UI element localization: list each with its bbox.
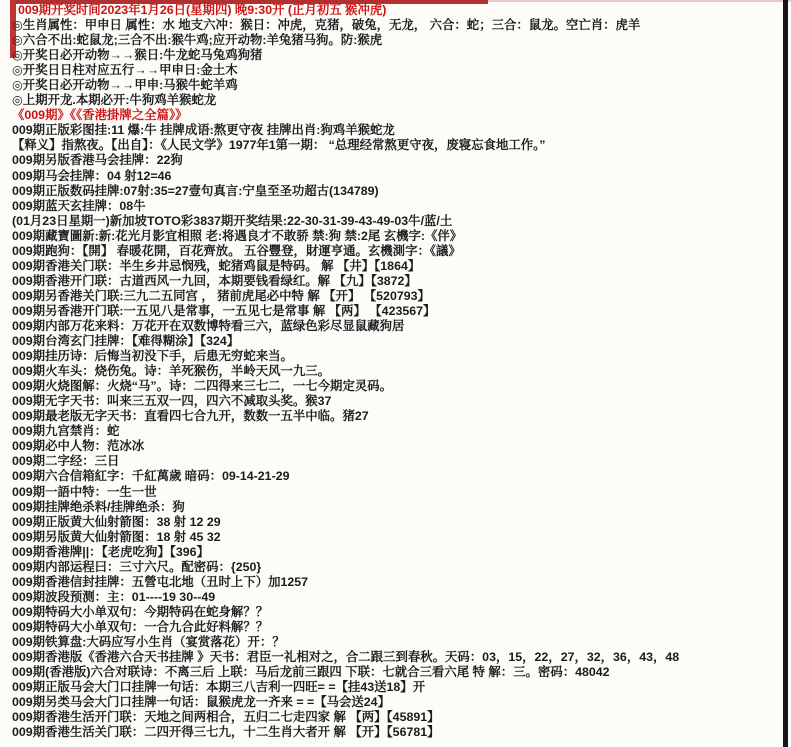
- chart-kill-line: 009期挂牌绝杀料/挂牌绝杀：狗: [12, 499, 185, 514]
- treasure-map-line: 009期藏寶圖新:新:花光月影宜相照 老:将遇良才不敢骄 禁:狗 禁:2尾 玄機字:《伴》: [12, 228, 463, 243]
- scan-edge-bar: [783, 0, 788, 747]
- section-title-line: 《009期》《《香港掛牌之全篇》》: [12, 108, 188, 123]
- top-faint-border: [488, 0, 791, 2]
- alt-hk-opening-couplet-line: 009期另香港开门联:一五见八是常事，一五见七是常事 解 【两】 【423567】: [12, 303, 436, 318]
- must-open-animals-line-1: ◎开奖日必开动物→→猴日:牛龙蛇马兔鸡狗猪: [12, 48, 263, 63]
- text-content: [12, 3, 781, 740]
- nine-palace-forbidden-line: 009期九宫禁肖：蛇: [12, 424, 120, 439]
- hk-life-closing-couplet-line: 009期香港生活关门联：二四开得三七九，十二生肖大者开 解 【开】【56781】: [12, 725, 440, 740]
- draw-time-line: 009期开奖时间2023年1月26日(星期四) 晚9:30开 (正月初五 猴冲虎): [18, 3, 387, 17]
- iron-abacus-line: 009期铁算盘:大码应写小生肖（宴赏落花）开：？: [12, 634, 285, 649]
- alt-hk-jockey-line: 009期另版香港马会挂牌：22狗: [12, 153, 183, 168]
- alt-wong-tai-sin-line: 009期另版黄大仙射箭图：18 射 45 32: [12, 529, 221, 544]
- idiom-explanation-line: 【释义】指熬夜。【出自】：《人民文学》1977年1第一期： “总理经常熬更守夜，废寝忘食地工作。”: [12, 138, 546, 153]
- running-dog-line: 009期跑狗：【開】 春暖花開，百花齊放。 五谷豐登，財運亨通。玄機測字：《議》: [12, 243, 461, 258]
- must-hit-person-line: 009期必中人物：范冰冰: [12, 439, 145, 454]
- special-code-sentence-line-1: 009期特码大小单双句：今期特码在蛇身解？？: [12, 604, 269, 619]
- calendar-poem-line: 009期挂历诗：后悔当初没下手，后患无穷蛇来当。: [12, 349, 293, 364]
- band-prediction-line: 009期波段预测：主：01----19 30--49: [12, 589, 216, 604]
- last-draw-line: ◎上期开龙.本期必开:牛狗鸡羊猴蛇龙: [12, 93, 217, 108]
- jockey-club-line: 009期马会挂牌：04 射12=46: [12, 168, 172, 183]
- taiwan-chart-line: 009期台湾玄门挂牌：【难得糊涂】【324】: [12, 334, 240, 349]
- internal-flowers-line: 009期内部万花来料：万花开在双数博特看三六，蓝绿色彩尽显鼠藏狗居: [12, 318, 405, 333]
- special-code-sentence-line-2: 009期特码大小单双句：一合九合此好料解？？: [12, 619, 269, 634]
- must-open-animals-line-2: ◎开奖日必开动物→→甲申:马猴牛蛇羊鸡: [12, 78, 238, 93]
- hk-heavenly-book-line: 009期香港版《香港六合天书挂牌 》天书：君臣一礼相对之，合二跟三到春秋。天码：03，15，22，27，32，36，43，48: [12, 650, 680, 665]
- hk-closing-couplet-line: 009期香港关门联：半生乡井忌悯残，蛇猪鸡鼠是特码。 解 【井】【1864】: [12, 258, 421, 273]
- mailbox-red-words-line: 009期六合信箱紅字：千紅萬歲 暗码：09-14-21-29: [12, 469, 290, 484]
- blue-sky-line: 009期蓝天玄挂牌：08牛: [12, 198, 146, 213]
- couplet-poem-line: 009期(香港版)六合对联诗：不离三后 上联：马后龙前三跟四 下联：七就合三看六尾 特 解：三。密码：48042: [12, 665, 610, 680]
- one-phrase-special-line: 009期一語中特：一生一世: [12, 484, 157, 499]
- hk-card-line: 009期香港牌||：【老虎吃狗】【396】: [12, 544, 209, 559]
- official-chart-line: 009期正版彩图挂:11 爆:牛 挂牌成语:熬更守夜 挂牌出肖:狗鸡羊猴蛇龙: [12, 123, 395, 138]
- two-word-classic-line: 009期二字经：三日: [12, 454, 120, 469]
- alt-gate-phrase-line: 009期另类马会大门口挂牌一句话：鼠猴虎龙一齐来 = =【马会送24】: [12, 695, 390, 710]
- official-gate-phrase-line: 009期正版马会大门口挂牌一句话：本期三八吉利一四旺= =【挂43送18】开: [12, 680, 426, 695]
- toto-results-line: (01月23日星期一)新加坡TOTO彩3837期开奖结果:22-30-31-39-43-49-03牛/蓝/土: [12, 213, 453, 228]
- hk-opening-couplet-line: 009期香港开门联：古道西风一九回，本期要钱看绿红。解 【九】【3872】: [12, 273, 417, 288]
- hk-envelope-chart-line: 009期香港信封挂牌：五營屯北地（丑时上下）加1257: [12, 574, 309, 589]
- zodiac-attributes-line: ◎生肖属性：甲申日 属性：水 地支六冲：猴日：冲虎，克猪，破兔，无龙， 六合：蛇；三合：鼠龙。空亡肖：虎羊: [12, 18, 641, 33]
- train-head-line: 009期火车头：烧伤兔。诗：羊死猴伤，半岭天风一九三。: [12, 364, 331, 379]
- alt-hk-closing-couplet-line: 009期另香港关门联:三九二五同宫 ， 猪前虎尾必中特 解 【开】 【520793】: [12, 288, 430, 303]
- five-elements-line: ◎开奖日日柱对应五行→→甲申日:金土木: [12, 63, 238, 78]
- internal-fortune-line: 009期内部运程曰：三寸六尺。配密码：{250}: [12, 559, 262, 574]
- liuhe-exclusion-line: ◎六合不出:蛇鼠龙;三合不出:猴牛鸡;应开动物:羊兔猪马狗。防:猴虎: [12, 33, 383, 48]
- fire-chart-line: 009期火烧图解：火烧“马”。诗：二四得来三七二，一七今期定灵码。: [12, 379, 393, 394]
- official-wong-tai-sin-line: 009期正版黄大仙射箭图：38 射 12 29: [12, 514, 221, 529]
- wordless-book-line: 009期无字天书：叫来三五双一四，四六不减取头奖。猴37: [12, 394, 332, 409]
- digital-chart-line: 009期正版数码挂牌:07射:35=27壹句真言:宁皇至圣功超古(134789): [12, 183, 379, 198]
- oldest-wordless-book-line: 009期最老版无字天书：直看四七合九开，数数一五半中临。猪27: [12, 409, 369, 424]
- hk-life-opening-couplet-line: 009期香港生活开门联：天地之间两相合，五归二七走四家 解 【两】【45891】: [12, 710, 440, 725]
